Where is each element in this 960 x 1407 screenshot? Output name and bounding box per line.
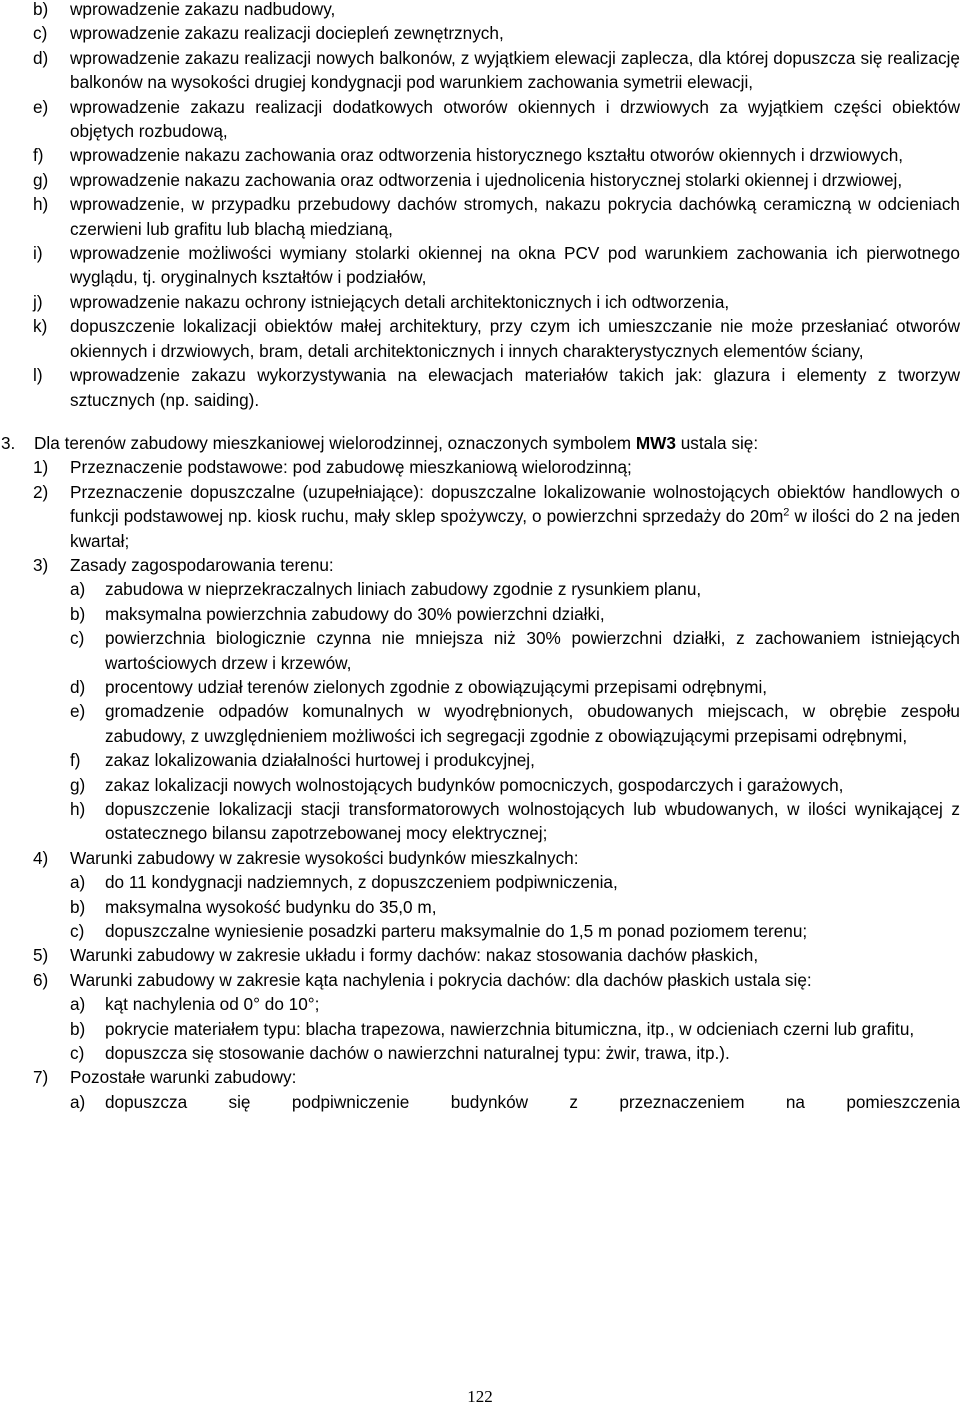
point-3-d: d) procentowy udział terenów zielonych zgodnie z obowiązującymi przepisami odrębnymi, <box>70 676 768 697</box>
list-item-b: b) wprowadzenie zakazu nadbudowy, <box>33 0 336 19</box>
point-4-b: b) maksymalna wysokość budynku do 35,0 m, <box>70 896 437 917</box>
point-1: 1) Przeznaczenie podstawowe: pod zabudowę mieszkaniową wielorodzinną; <box>33 457 632 478</box>
point-7-a: a) dopuszcza się podpiwniczenie budynków z przeznaczeniem na pomieszczenia <box>70 1091 960 1112</box>
list-item-k: k) dopuszczenie lokalizacji obiektów małej architektury, przy czym ich umieszczanie nie może przesłaniać otworów okiennych i drzwiowych, bram, detali architektonicznych i innych charakterystycznych elementów ściany, <box>33 316 960 361</box>
point-3-c: c) powierzchnia biologicznie czynna nie mniejsza niż 30% powierzchni działki, z zachowaniem istniejących wartościowych drzew i krzewów, <box>70 628 960 673</box>
point-4: 4) Warunki zabudowy w zakresie wysokości budynków mieszkalnych: <box>33 847 579 868</box>
point-6-c: c) dopuszcza się stosowanie dachów o nawierzchni naturalnej typu: żwir, trawa, itp.). <box>70 1043 730 1064</box>
point-3-a: a) zabudowa w nieprzekraczalnych liniach zabudowy zgodnie z rysunkiem planu, <box>70 579 702 600</box>
point-6-a: a) kąt nachylenia od 0° do 10°; <box>70 994 320 1015</box>
point-6-b: b) pokrycie materiałem typu: blacha trapezowa, nawierzchnia bitumiczna, itp., w odcieniach czerni lub grafitu, <box>70 1018 915 1039</box>
list-item-g: g) wprowadzenie nakazu zachowania oraz odtworzenia i ujednolicenia historycznej stolarki okiennej i drzwiowej, <box>33 169 903 190</box>
page-number: 122 <box>467 1387 493 1406</box>
list-item-f: f) wprowadzenie nakazu zachowania oraz odtworzenia historycznego kształtu otworów okiennych i drzwiowych, <box>33 145 904 166</box>
zone-symbol: MW3 <box>635 432 676 453</box>
section-3-heading: 3. Dla terenów zabudowy mieszkaniowej wielorodzinnej, oznaczonych symbolem MW3 ustala się: <box>0 431 960 455</box>
section-3-text: Dla terenów zabudowy mieszkaniowej wielorodzinnej, oznaczonych symbolem MW3 ustala się: <box>34 432 759 453</box>
list-item-h: h) wprowadzenie, w przypadku przebudowy dachów stromych, nakazu pokrycia dachówką ceramiczną w odcieniach czerwieni lub grafitu lub blachą miedzianą, <box>33 194 960 239</box>
point-3-e: e) gromadzenie odpadów komunalnych w wyodrębnionych, obudowanych miejscach, w obrębie zespołu zabudowy, z uwzględnieniem możliwości ich segregacji zgodnie z obowiązującymi przepisami odrębnymi, <box>70 701 960 746</box>
point-4-c: c) dopuszczalne wyniesienie posadzki parteru maksymalnie do 1,5 m ponad poziomem terenu; <box>70 921 808 942</box>
point-5: 5) Warunki zabudowy w zakresie układu i formy dachów: nakaz stosowania dachów płaskich, <box>33 945 759 966</box>
list-item-c: c) wprowadzenie zakazu realizacji dociepleń zewnętrznych, <box>33 23 504 44</box>
point-3-h: h) dopuszczenie lokalizacji stacji transformatorowych wolnostojących lub wbudowanych, w ilości wynikającej z ostatecznego bilansu zapotrzebowanej mocy elektrycznej; <box>70 799 960 844</box>
list-item-e: e) wprowadzenie zakazu realizacji dodatkowych otworów okiennych i drzwiowych za wyjątkiem części obiektów objętych rozbudową, <box>33 96 960 142</box>
point-3-b: b) maksymalna powierzchnia zabudowy do 30% powierzchni działki, <box>70 603 605 624</box>
list-item-j: j) wprowadzenie nakazu ochrony istniejących detali architektonicznych i ich odtworzenia, <box>33 291 730 312</box>
point-7: 7) Pozostałe warunki zabudowy: <box>33 1067 297 1088</box>
list-item-i: i) wprowadzenie możliwości wymiany stolarki okiennej na okna PCV pod warunkiem zachowania ich pierwotnego wyglądu, tj. oryginalnych kształtów i podziałów, <box>33 243 960 288</box>
point-3-f: f) zakaz lokalizowania działalności hurtowej i produkcyjnej, <box>70 750 535 771</box>
point-6: 6) Warunki zabudowy w zakresie kąta nachylenia i pokrycia dachów: dla dachów płaskich ustala się: <box>33 969 812 990</box>
superscript: 2 <box>783 506 790 519</box>
point-4-a: a) do 11 kondygnacji nadziemnych, z dopuszczeniem podpiwniczenia, <box>70 872 618 893</box>
point-3: 3) Zasady zagospodarowania terenu: <box>33 554 334 575</box>
point-3-g: g) zakaz lokalizacji nowych wolnostojących budynków pomocniczych, gospodarczych i garażowych, <box>70 774 844 795</box>
point-2: 2) Przeznaczenie dopuszczalne (uzupełniające): dopuszczalne lokalizowanie wolnostojących obiektów handlowych o funkcji podstawowej np. kiosk ruchu, mały sklep spożywczy, o powierzchni sprzedaży do $20m^2$ w ilości do 2 na jeden kwartał; <box>33 481 960 551</box>
list-item-d: d) wprowadzenie zakazu realizacji nowych balkonów, z wyjątkiem elewacji zaplecza, dla której dopuszcza się realizację balkonów na wysokości drugiej kondygnacji pod warunkiem zachowania symetrii elewacji, <box>33 47 960 93</box>
list-item-l: l) wprowadzenie zakazu wykorzystywania na elewacjach materiałów takich jak: glazura i elementy z tworzyw sztucznych (np. saiding). <box>33 365 960 410</box>
